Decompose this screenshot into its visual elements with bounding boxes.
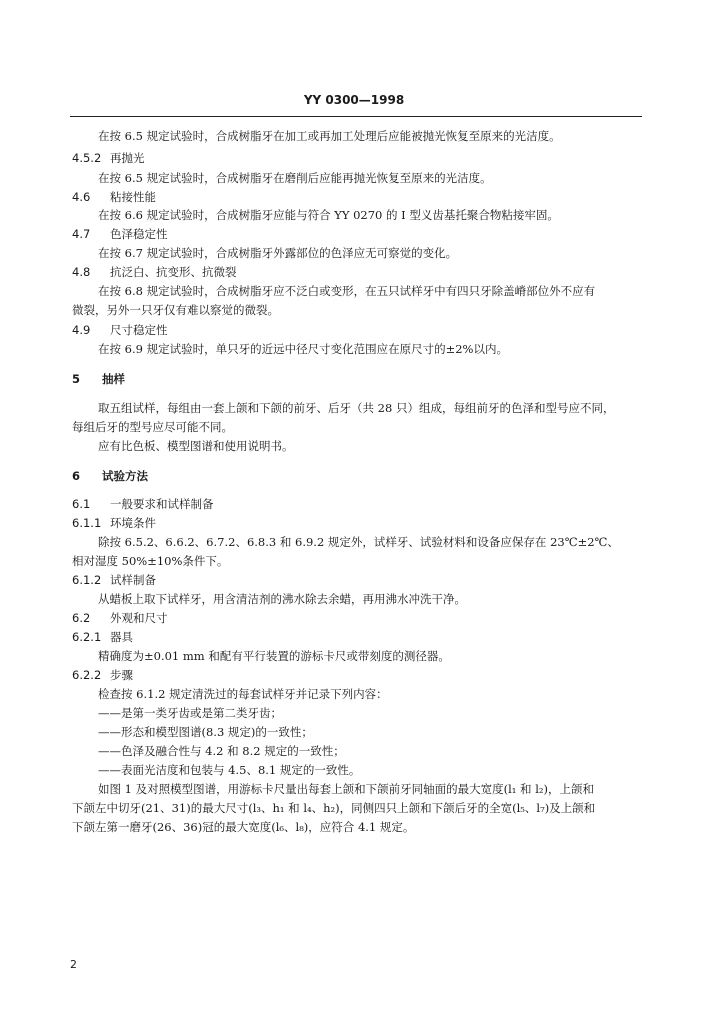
para-5-line2: 每组后牙的型号应尽可能不同。 xyxy=(72,420,233,434)
para-4-8-line1: 在按 6.8 规定试验时，合成树脂牙应不泛白或变形，在五只试样牙中有四只牙除盖嵴部位外不应有 xyxy=(98,284,596,298)
heading-4-8: 4.8 抗泛白、抗变形、抗微裂 xyxy=(72,265,237,279)
heading-4-7: 4.7 色泽稳定性 xyxy=(72,227,168,241)
header-rule xyxy=(70,116,642,117)
para-5-line3: 应有比色板、模型图谱和使用说明书。 xyxy=(98,439,294,453)
para-6-1-2: 从蜡板上取下试样牙，用含清洁剂的沸水除去余蜡，再用沸水冲洗干净。 xyxy=(98,592,466,606)
heading-6-2-1: 6.2.1 器具 xyxy=(72,630,133,644)
para-6-2-2-line3: 下颌左第一磨牙(26、36)冠的最大宽度(l₆、l₈)，应符合 4.1 规定。 xyxy=(72,820,415,834)
heading-5: 5 抽样 xyxy=(72,372,125,386)
list-item-shape: ——形态和模型图谱(8.3 规定)的一致性； xyxy=(98,725,313,739)
heading-4-6: 4.6 粘接性能 xyxy=(72,190,156,204)
list-item-finish: ——表面光洁度和包装与 4.5、8.1 规定的一致性。 xyxy=(98,763,361,777)
para-4-7: 在按 6.7 规定试验时，合成树脂牙外露部位的色泽应无可察觉的变化。 xyxy=(98,246,458,260)
para-4-5-1: 在按 6.5 规定试验时，合成树脂牙在加工或再加工处理后应能被抛光恢复至原来的光洁度。 xyxy=(98,129,561,143)
para-6-2-2-line2: 下颌左中切牙(21、31)的最大尺寸(l₃、h₁ 和 l₄、h₂)，同侧四只上颌和下颌后牙的全宽(l₅、l₇)及上颌和 xyxy=(72,801,596,815)
para-4-9: 在按 6.9 规定试验时，单只牙的近远中径尺寸变化范围应在原尺寸的±2%以内。 xyxy=(98,342,508,356)
heading-6: 6 试验方法 xyxy=(72,469,148,483)
heading-6-1-2: 6.1.2 试样制备 xyxy=(72,573,156,587)
para-5-line1: 取五组试样，每组由一套上颌和下颌的前牙、后牙（共 28 只）组成，每组前牙的色泽和型号应不同， xyxy=(98,401,615,415)
page-number: 2 xyxy=(70,958,77,971)
heading-6-1: 6.1 一般要求和试样制备 xyxy=(72,497,214,511)
para-4-6: 在按 6.6 规定试验时，合成树脂牙应能与符合 YY 0270 的 I 型义齿基托聚合物粘接牢固。 xyxy=(98,208,559,222)
para-6-2-1: 精确度为±0.01 mm 和配有平行装置的游标卡尺或带刻度的测径器。 xyxy=(98,649,450,663)
para-6-1-1-line2: 相对湿度 50%±10%条件下。 xyxy=(72,554,229,568)
heading-6-2: 6.2 外观和尺寸 xyxy=(72,611,168,625)
heading-6-2-2: 6.2.2 步骤 xyxy=(72,668,133,682)
heading-4-5-2: 4.5.2 再抛光 xyxy=(72,151,145,165)
heading-4-9: 4.9 尺寸稳定性 xyxy=(72,323,168,337)
para-4-5-2: 在按 6.5 规定试验时，合成树脂牙在磨削后应能再抛光恢复至原来的光洁度。 xyxy=(98,171,492,185)
para-4-8-line2: 微裂，另外一只牙仅有难以察觉的微裂。 xyxy=(72,303,279,317)
list-item-tooth-class: ——是第一类牙齿或是第二类牙齿； xyxy=(98,706,282,720)
heading-6-1-1: 6.1.1 环境条件 xyxy=(72,516,156,530)
para-6-1-1-line1: 除按 6.5.2、6.6.2、6.7.2、6.8.3 和 6.9.2 规定外，试样牙、试验材料和设备应保存在 23℃±2℃、 xyxy=(98,535,619,549)
standard-code-header: YY 0300—1998 xyxy=(303,93,405,107)
para-6-2-2-intro: 检查按 6.1.2 规定清洗过的每套试样牙并记录下列内容： xyxy=(98,687,388,701)
para-6-2-2-line1: 如图 1 及对照模型图谱，用游标卡尺量出每套上颌和下颌前牙同轴面的最大宽度(l₁ 和 l₂)，上颌和 xyxy=(98,782,594,796)
list-item-color: ——色泽及融合性与 4.2 和 8.2 规定的一致性； xyxy=(98,744,345,758)
